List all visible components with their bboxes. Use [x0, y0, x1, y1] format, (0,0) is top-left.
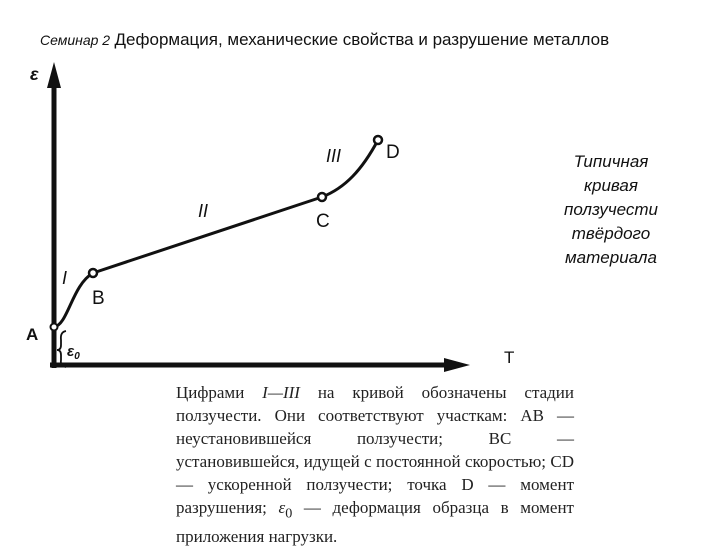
stage-i-segment [54, 273, 93, 327]
point-c-label: C [316, 211, 330, 232]
point-a-marker [51, 324, 58, 331]
point-d-marker [374, 136, 382, 144]
point-d-label: D [386, 142, 400, 163]
caption-epsilon: ε [278, 498, 286, 517]
point-c-marker [318, 193, 326, 201]
stage-iii-label: III [326, 146, 342, 166]
seminar-label: Семинар 2 [40, 32, 111, 48]
caption-stages-ref: I—III [262, 383, 300, 402]
epsilon0-label: $\varepsilon_0$ [67, 343, 80, 362]
slide-title: Деформация, механические свойства и разрушение металлов [114, 30, 610, 49]
point-a-label: A [26, 325, 39, 344]
epsilon0-brace [57, 331, 66, 367]
x-axis-label: T [504, 348, 515, 367]
point-b-label: B [92, 288, 105, 309]
x-axis-arrow [444, 358, 470, 372]
point-b-marker [89, 269, 97, 277]
figure-caption: Цифрами I—III на кривой обозначены стадии ползучести. Они соответствуют участкам: AB — неустановившейся ползучести; BC — установившейся, идущей с постоянной скоростью; CD — ускоренной ползучести; точка D — момент разрушения; $\varepsilon_0$ — деформация образца в момент приложения нагрузки. [176, 383, 574, 547]
stage-ii-label: II [198, 201, 209, 221]
stage-i-label: I [62, 268, 68, 288]
y-axis-arrow [47, 62, 61, 88]
curve-description: Типичная кривая ползучести твёрдого материала [563, 152, 659, 267]
y-axis-label: ε [30, 64, 39, 84]
